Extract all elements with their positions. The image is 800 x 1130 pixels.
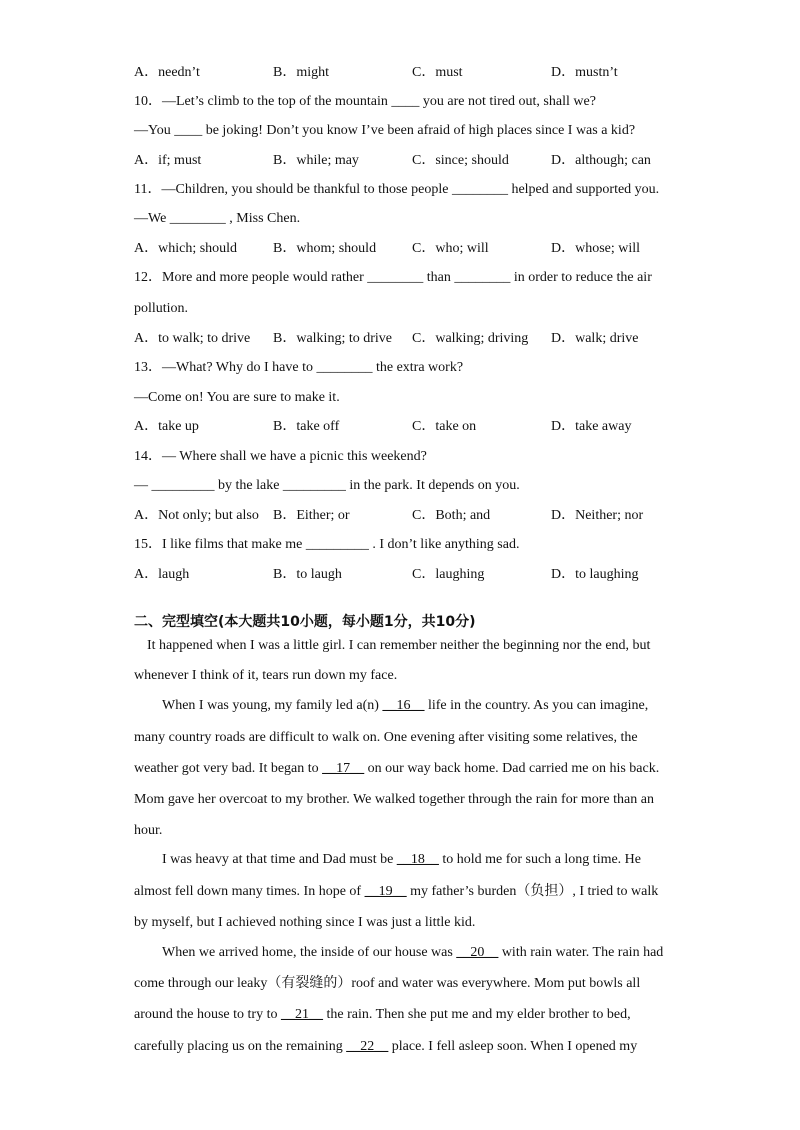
text: carefully placing us on the remaining: [134, 1039, 347, 1054]
q13-option-c[interactable]: C．take on: [412, 419, 477, 434]
q12-option-c[interactable]: C．walking; driving: [412, 331, 529, 346]
passage-p2-line4: Mom gave her overcoat to my brother. We walked together through the rain for more than an: [134, 792, 654, 807]
q13-option-d[interactable]: D．take away: [551, 419, 632, 434]
passage-p4-line2: come through our leaky（有裂缝的）roof and water was everywhere. Mom put bowls all: [134, 976, 641, 991]
blank-16[interactable]: __16__: [382, 698, 425, 713]
q15-option-c[interactable]: C．laughing: [412, 567, 485, 582]
q12-stem: 12．More and more people would rather ________ than ________ in order to reduce the air: [134, 270, 652, 285]
text: to hold me for such a long time. He: [438, 852, 642, 867]
text: around the house to try to: [134, 1007, 281, 1022]
q9-option-a[interactable]: A．needn’t: [134, 65, 200, 80]
passage-p4-line3: [134, 1006, 631, 1024]
passage-p3-line2: [134, 883, 658, 901]
q12-option-a[interactable]: A．to walk; to drive: [134, 331, 251, 346]
text: I was heavy at that time and Dad must be: [162, 852, 397, 867]
q13-stem: 13．—What? Why do I have to ________ the extra work?: [134, 360, 464, 375]
blank-22[interactable]: __22__: [346, 1039, 389, 1054]
blank-20[interactable]: __20__: [456, 945, 499, 960]
passage-p2-line5: hour.: [134, 823, 163, 838]
q10-option-c[interactable]: C．since; should: [412, 153, 509, 168]
text: When we arrived home, the inside of our house was: [162, 945, 457, 960]
passage-p3-line3: by myself, but I achieved nothing since I was just a little kid.: [134, 915, 476, 930]
passage-p2-line3: [134, 760, 659, 778]
q15-option-a[interactable]: A．laugh: [134, 567, 190, 582]
passage-p2-line1: [162, 697, 648, 715]
passage-p1-line1: It happened when I was a little girl. I can remember neither the beginning nor the end, but: [147, 638, 651, 653]
q13-option-a[interactable]: A．take up: [134, 419, 199, 434]
text: almost fell down many times. In hope of: [134, 884, 365, 899]
q15-option-b[interactable]: B．to laugh: [273, 567, 342, 582]
q11-option-a[interactable]: A．which; should: [134, 241, 238, 256]
q14-option-c[interactable]: C．Both; and: [412, 508, 491, 523]
q11-reply: —We ________ , Miss Chen.: [134, 211, 301, 226]
q10-option-d[interactable]: D．although; can: [551, 153, 651, 168]
blank-19[interactable]: __19__: [364, 884, 407, 899]
text: my father’s burden（负担）, I tried to walk: [406, 884, 659, 899]
q10-reply: —You ____ be joking! Don’t you know I’ve been afraid of high places since I was a kid?: [134, 123, 636, 138]
q9-option-d[interactable]: D．mustn’t: [551, 65, 618, 80]
q14-option-a[interactable]: A．Not only; but also: [134, 508, 259, 523]
text: the rain. Then she put me and my elder brother to bed,: [322, 1007, 631, 1022]
q14-stem: 14．— Where shall we have a picnic this weekend?: [134, 449, 427, 464]
q9-option-b[interactable]: B．might: [273, 65, 330, 80]
q14-reply: — _________ by the lake _________ in the park. It depends on you.: [134, 478, 520, 493]
q10-option-b[interactable]: B．while; may: [273, 153, 359, 168]
q13-option-b[interactable]: B．take off: [273, 419, 340, 434]
passage-p3-line1: [162, 851, 641, 869]
blank-17[interactable]: __17__: [322, 761, 365, 776]
q9-option-c[interactable]: C．must: [412, 65, 463, 80]
q11-option-c[interactable]: C．who; will: [412, 241, 489, 256]
passage-p1-line2: whenever I think of it, tears run down my face.: [134, 668, 398, 683]
q15-stem: 15．I like films that make me _________ . I don’t like anything sad.: [134, 537, 520, 552]
q14-option-b[interactable]: B．Either; or: [273, 508, 350, 523]
q14-option-d[interactable]: D．Neither; nor: [551, 508, 644, 523]
q11-option-b[interactable]: B．whom; should: [273, 241, 377, 256]
text: with rain water. The rain had: [498, 945, 664, 960]
q12-stem-cont: pollution.: [134, 301, 189, 316]
section-title-cloze: 二、完型填空(本大题共10小题，每小题1分，共10分): [134, 614, 476, 630]
q12-option-d[interactable]: D．walk; drive: [551, 331, 639, 346]
q15-option-d[interactable]: D．to laughing: [551, 567, 639, 582]
q10-stem: 10．—Let’s climb to the top of the mountain ____ you are not tired out, shall we?: [134, 94, 596, 109]
passage-p4-line1: [162, 944, 663, 962]
text: When I was young, my family led a(n): [162, 698, 383, 713]
q12-option-b[interactable]: B．walking; to drive: [273, 331, 392, 346]
q11-option-d[interactable]: D．whose; will: [551, 241, 641, 256]
text: life in the country. As you can imagine,: [424, 698, 649, 713]
q13-reply: —Come on! You are sure to make it.: [134, 390, 340, 405]
blank-21[interactable]: __21__: [280, 1007, 323, 1022]
q10-option-a[interactable]: A．if; must: [134, 153, 202, 168]
q11-stem: 11．—Children, you should be thankful to those people ________ helped and supported you.: [134, 182, 660, 197]
text: on our way back home. Dad carried me on his back.: [364, 761, 660, 776]
passage-p4-line4: [134, 1038, 637, 1056]
passage-p2-line2: many country roads are difficult to walk on. One evening after visiting some relatives, the: [134, 730, 638, 745]
text: place. I fell asleep soon. When I opened my: [388, 1039, 638, 1054]
text: weather got very bad. It began to: [134, 761, 323, 776]
blank-18[interactable]: __18__: [396, 852, 439, 867]
